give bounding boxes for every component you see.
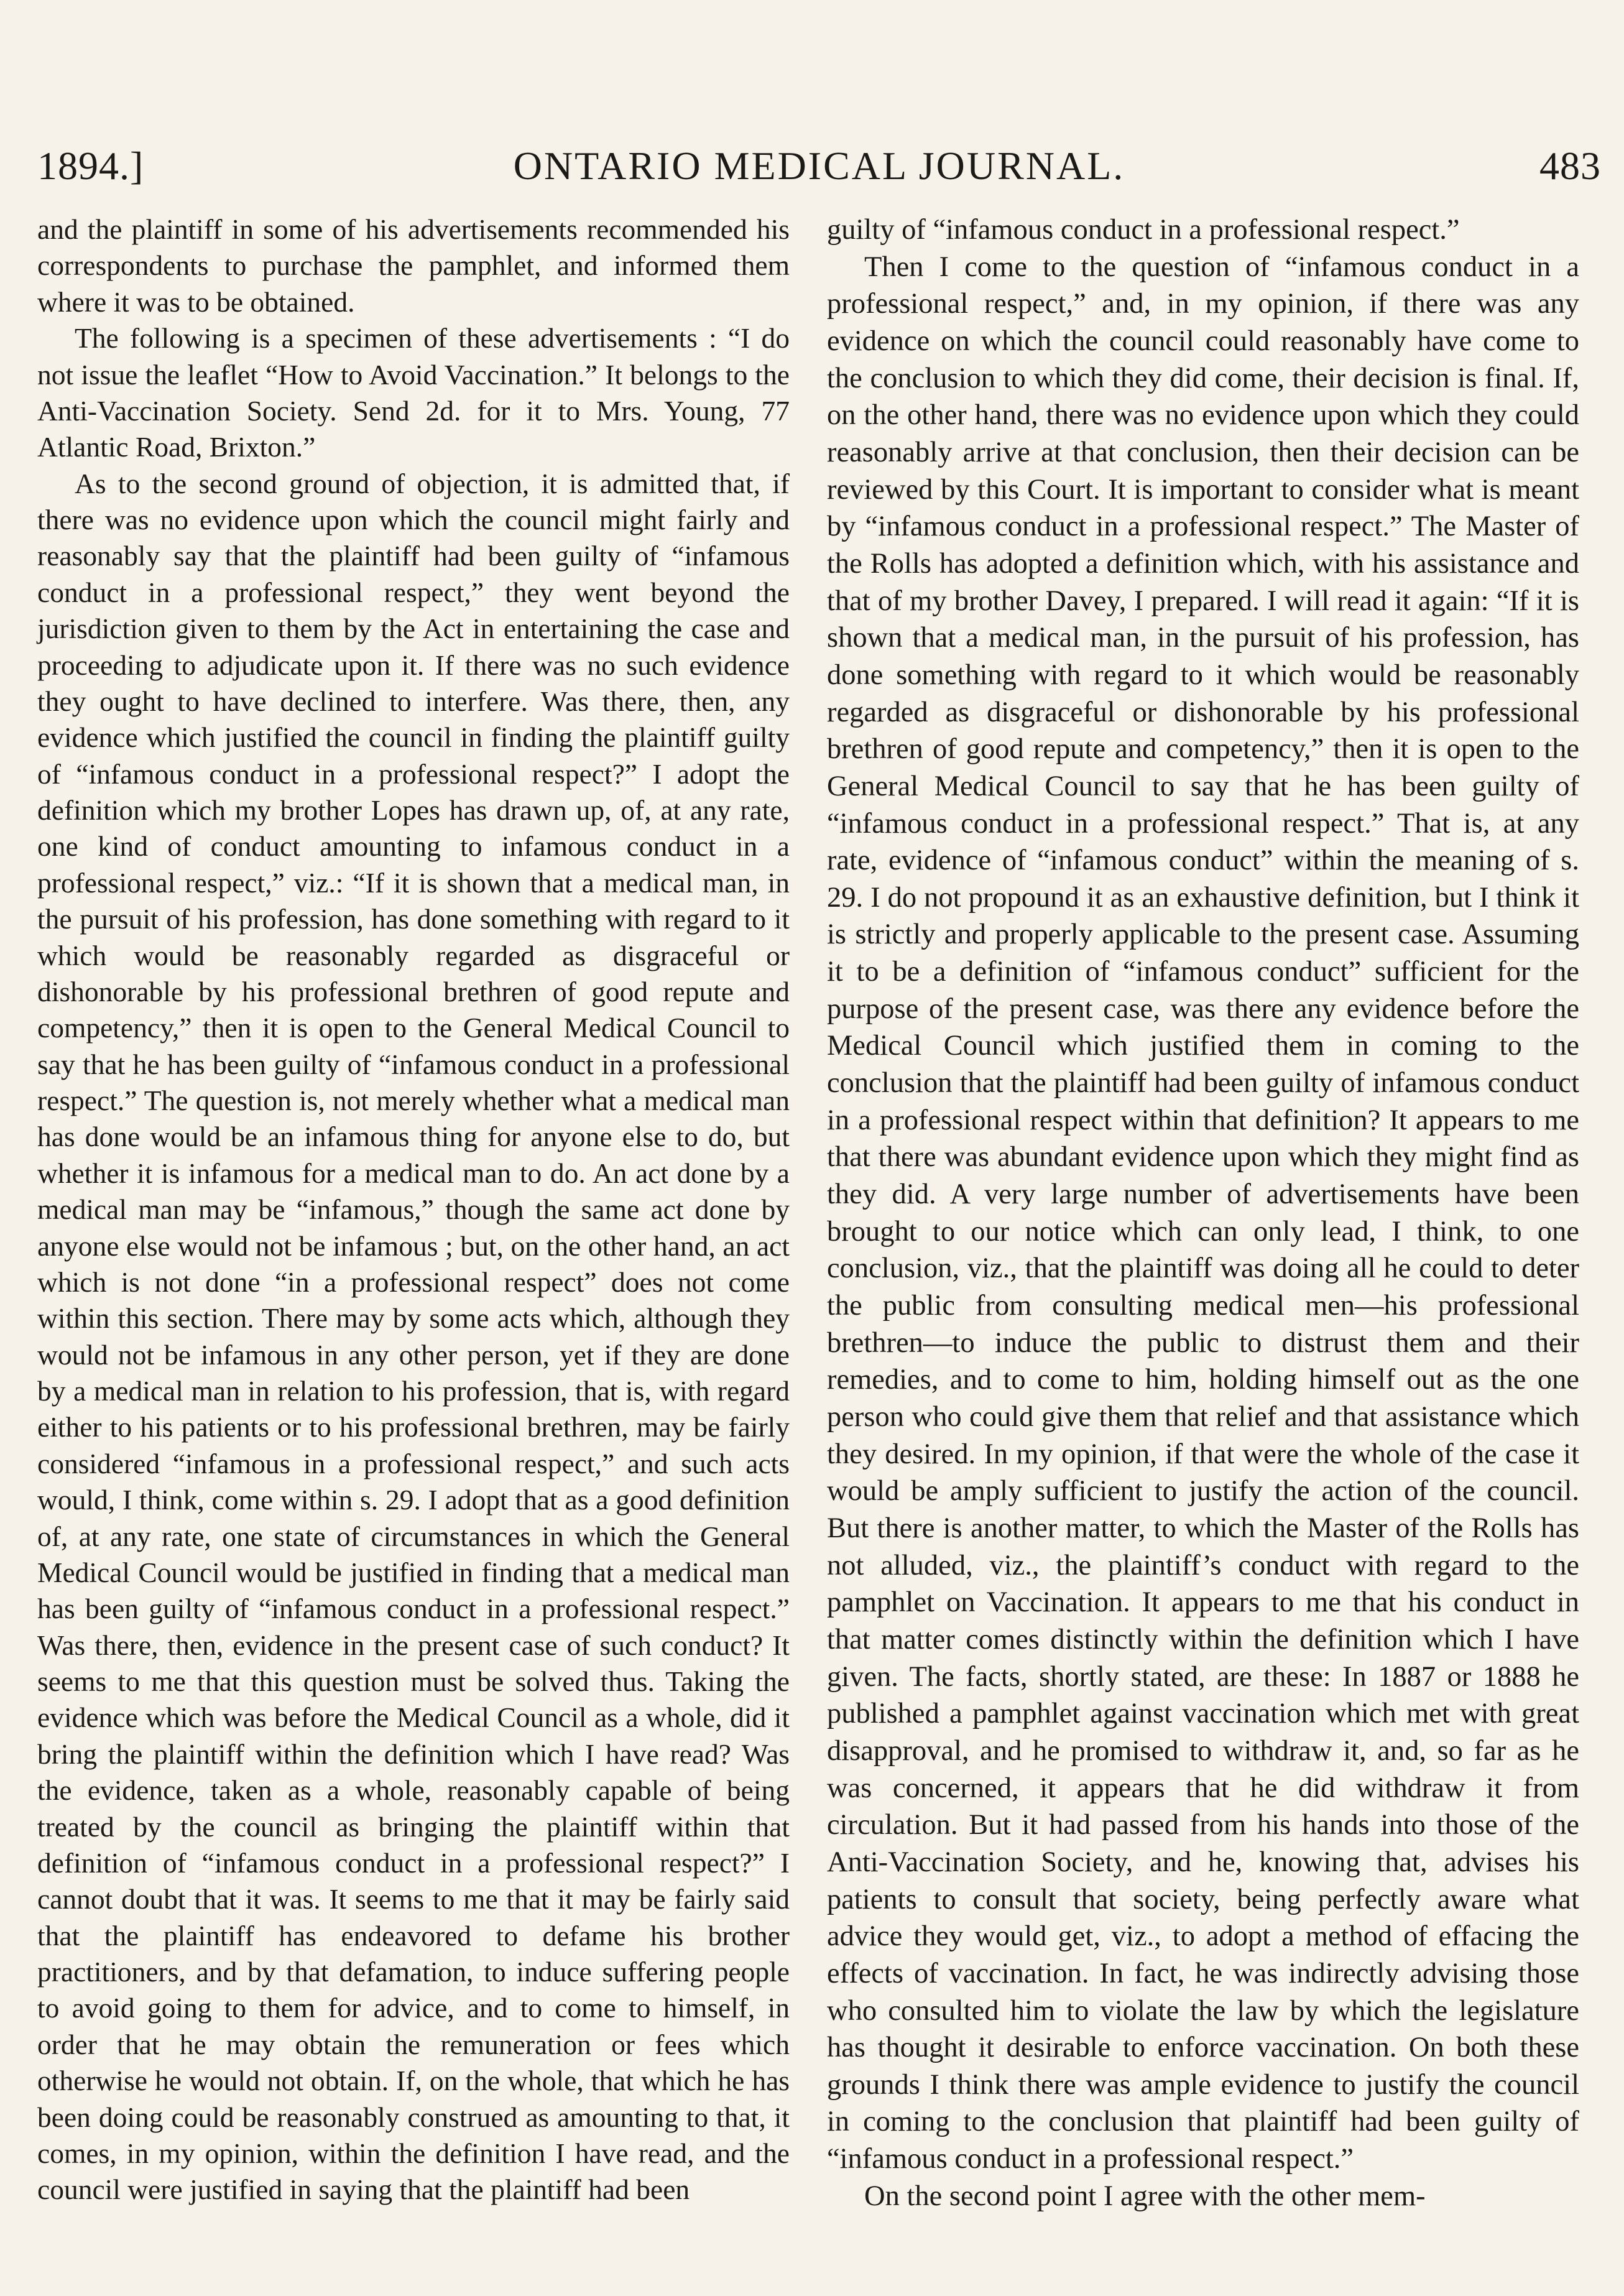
left-column [37,211,790,2208]
running-head [37,143,1601,199]
paragraph: On the second point I agree with the other mem- [864,2180,1426,2212]
paragraph: The following is a specimen of these advertisements : “I do not issue the leaflet “How to Avoid Vaccination.” It belongs to the Anti-Vaccination Society. Send 2d. for it to Mrs. Young, 77 Atlantic Road, Brixton.” [37,322,790,463]
page-number: 483 [1539,144,1601,188]
right-column [827,211,1579,2215]
paragraph: As to the second ground of objection, it is admitted that, if there was no evidence upon which the council might fairly and reasonably say that the plaintiff had been guilty of “infamous conduct in a professional respect,” they went beyond the jurisdiction given to them by the Act in entertaining the case and proceeding to adjudicate upon it. If there was no such evidence they ought to have declined to interfere. Was there, then, any evidence which justified the council in finding the plaintiff guilty of “infamous conduct in a professional respect?” I adopt the definition which my brother Lopes has drawn up, of, at any rate, one kind of conduct amounting to infamous conduct in a professional respect,” viz.: “If it is shown that a medical man, in the pursuit of his profession, has done something with regard to it which would be reasonably regarded as disgraceful or dishonorable by his professional brethren of good repute and competency,” then it is open to the General Medical Council to say that he has been guilty of “infamous conduct in a professional respect.” The question is, not merely whether what a medical man has done would be an infamous thing for anyone else to do, but whether it is infamous for a medical man to do. An act done by a medical man may be “infamous,” though the same act done by anyone else would not be infamous ; but, on the other hand, an act which is not done “in a professional respect” does not come within this section. There may by some acts which, although they would not be infamous in any other person, yet if they are done by a medical man in relation to his profession, that is, with regard either to his patients or to his professional brethren, may be fairly considered “infamous in a professional respect,” and such acts would, I think, come within s. 29. I adopt that as a good definition of, at any rate, one state of circumstances in which the General Medical Council would be justified in finding that a medical man has been guilty of “infamous conduct in a professional respect.” Was there, then, evidence in the present case of such conduct? It seems to me that this question must be solved thus. Taking the evidence which was before the Medical Council as a whole, did it bring the plaintiff within the definition which I have read? Was the evidence, taken as a whole, reasonably capable of being treated by the council as bringing the plaintiff within that definition of “infamous conduct in a professional respect?” I cannot doubt that it was. It seems to me that it may be fairly said that the plaintiff has endeavored to defame his brother practitioners, and by that defamation, to induce suffering people to avoid going to them for advice, and to come to himself, in order that he may obtain the remuneration or fees which otherwise he would not obtain. If, on the whole, that which he has been doing could be reasonably construed as amounting to that, it comes, in my opinion, within the definition I have read, and the council were justified in saying that the plaintiff had been [37,467,790,2206]
paragraph: and the plaintiff in some of his advertisements recommended his correspondents to purchase the pamphlet, and informed them where it was to be obtained. [37,213,790,318]
journal-title: ONTARIO MEDICAL JOURNAL. [513,144,1125,188]
header-year: 1894.] [37,144,144,188]
paragraph: guilty of “infamous conduct in a professional respect.” [827,214,1460,246]
paragraph: Then I come to the question of “infamous conduct in a professional respect,” and, in my opinion, if there was any evidence on which the council could reasonably have come to the conclusion to which they did come, their decision is final. If, on the other hand, there was no evidence upon which they could reasonably arrive at that conclusion, then their decision can be reviewed by this Court. It is important to consider what is meant by “infamous conduct in a professional respect.” The Master of the Rolls has adopted a definition which, with his assistance and that of my brother Davey, I prepared. I will read it again: “If it is shown that a medical man, in the pursuit of his profession, has done something with regard to it which would be reasonably regarded as disgraceful or dishonorable by his professional brethren of good repute and competency,” then it is open to the General Medical Council to say that he has been guilty of “infamous conduct in a professional respect.” That is, at any rate, evidence of “infamous conduct” within the meaning of s. 29. I do not propound it as an exhaustive definition, but I think it is strictly and properly applicable to the present case. Assuming it to be a definition of “infamous conduct” sufficient for the purpose of the present case, was there any evidence before the Medical Council which justified them in coming to the conclusion that the plaintiff had been guilty of infamous conduct in a professional respect within that definition? It appears to me that there was abundant evidence upon which they might find as they did. A very large number of advertisements have been brought to our notice which can only lead, I think, to one conclusion, viz., that the plaintiff was doing all he could to deter the public from consulting medical men—his professional brethren—to induce the public to distrust them and their remedies, and to come to him, holding himself out as the one person who could give them that relief and that assistance which they desired. In my opinion, if that were the whole of the case it would be amply sufficient to justify the action of the council. But there is another matter, to which the Master of the Rolls has not alluded, viz., the plaintiff’s conduct with regard to the pamphlet on Vaccination. It appears to me that his conduct in that matter comes distinctly within the definition which I have given. The facts, shortly stated, are these: In 1887 or 1888 he published a pamphlet against vaccination which met with great disapproval, and he promised to withdraw it, and, so far as he was concerned, it appears that he did withdraw it from circulation. But it had passed from his hands into those of the Anti-Vaccination Society, and he, knowing that, advises his patients to consult that society, being perfectly aware what advice they would get, viz., to adopt a method of effacing the effects of vaccination. In fact, he was indirectly advising those who consulted him to violate the law by which the legislature has thought it desirable to enforce vaccination. On both these grounds I think there was ample evidence to justify the council in coming to the conclusion that plaintiff had been guilty of “infamous conduct in a professional respect.” [827,251,1579,2175]
